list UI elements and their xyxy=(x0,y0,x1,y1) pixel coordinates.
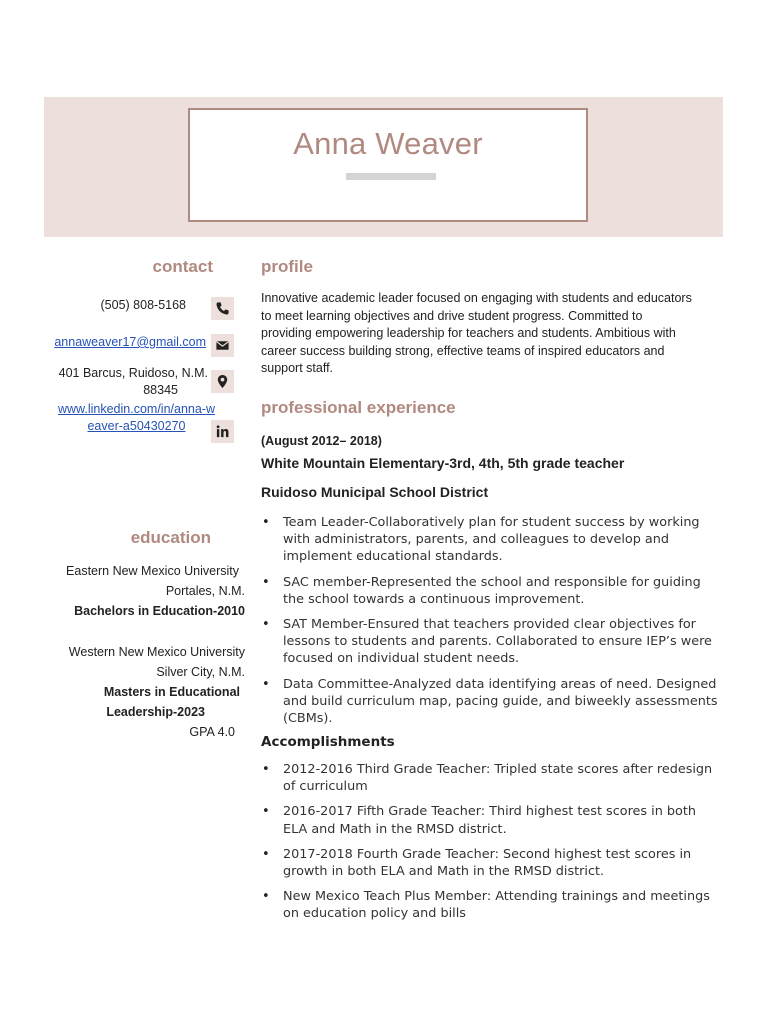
contact-heading: contact xyxy=(152,257,213,276)
contact-address xyxy=(59,365,208,399)
mail-icon xyxy=(211,334,234,357)
job-organization: Ruidoso Municipal School District xyxy=(261,484,489,500)
profile-line: providing empowering leadership for teachers and students. Ambitious with xyxy=(261,326,676,341)
experience-bullets xyxy=(261,514,721,735)
school-location: Silver City, N.M. xyxy=(156,665,245,679)
education-entry-1 xyxy=(66,561,245,621)
list-item: • SAC member-Represented the school and responsible for guiding the school towards a continuous improvement. xyxy=(261,574,721,608)
profile-line: to meet learning objectives and drive student progress. Committed to xyxy=(261,308,643,323)
profile-summary xyxy=(261,290,723,378)
job-title: White Mountain Elementary-3rd, 4th, 5th grade teacher xyxy=(261,455,625,471)
linkedin-icon xyxy=(211,420,234,443)
list-item: • Data Committee-Analyzed data identifying areas of need. Designed and build curriculum map, pacing guide, and biweekly assessments (CBMs). xyxy=(261,676,721,728)
name-box xyxy=(188,108,588,222)
contact-email-link[interactable] xyxy=(54,334,206,351)
email-text[interactable]: annaweaver17@gmail.com xyxy=(54,335,206,349)
address-line-1: 401 Barcus, Ruidoso, N.M. xyxy=(58,366,208,380)
list-item: • Team Leader-Collaboratively plan for student success by working with administrators, parents, and colleagues to develop and implement educational standards. xyxy=(261,514,721,566)
job-dates: (August 2012– 2018) xyxy=(261,434,382,448)
list-item: • 2017-2018 Fourth Grade Teacher: Second highest test scores in growth in both ELA and Math in the RMSD district. xyxy=(261,846,721,880)
list-item: • 2016-2017 Fifth Grade Teacher: Third highest test scores in both ELA and Math in the RMSD district. xyxy=(261,803,721,837)
school-name: Western New Mexico University xyxy=(68,645,245,659)
gpa: GPA 4.0 xyxy=(189,725,235,739)
location-pin-icon xyxy=(211,370,234,393)
list-item: • SAT Member-Ensured that teachers provided clear objectives for lessons to students and parents. Collaborated to ensure IEP’s were focused on individual student needs. xyxy=(261,616,721,668)
school-name: Eastern New Mexico University xyxy=(66,564,239,578)
name-divider xyxy=(346,173,436,180)
contact-phone: (505) 808-5168 xyxy=(100,298,186,312)
degree: Bachelors in Education-2010 xyxy=(74,604,245,618)
degree: Masters in Educational xyxy=(103,685,240,699)
list-item: • 2012-2016 Third Grade Teacher: Tripled state scores after redesign of curriculum xyxy=(261,761,721,795)
school-location: Portales, N.M. xyxy=(165,584,245,598)
profile-line: support staff. xyxy=(261,361,334,376)
contact-linkedin-link[interactable] xyxy=(58,401,215,435)
phone-icon xyxy=(211,297,234,320)
list-item: • New Mexico Teach Plus Member: Attending trainings and meetings on education policy and bills xyxy=(261,888,721,922)
linkedin-line-2[interactable]: eaver-a50430270 xyxy=(87,419,186,433)
linkedin-line-1[interactable]: www.linkedin.com/in/anna-w xyxy=(57,402,215,416)
candidate-name: Anna Weaver xyxy=(293,126,483,161)
accomplishments-heading: Accomplishments xyxy=(261,734,395,750)
accomplishments-bullets xyxy=(261,761,721,931)
education-heading: education xyxy=(130,528,211,547)
profile-line: Innovative academic leader focused on engaging with students and educators xyxy=(261,291,692,305)
address-line-2: 88345 xyxy=(143,383,178,397)
degree: Leadership-2023 xyxy=(106,705,205,719)
education-entry-2 xyxy=(69,642,245,742)
profile-heading: profile xyxy=(261,257,313,276)
experience-heading: professional experience xyxy=(261,398,456,417)
profile-line: career success building strong, effective teams of inspired educators and xyxy=(261,343,665,358)
